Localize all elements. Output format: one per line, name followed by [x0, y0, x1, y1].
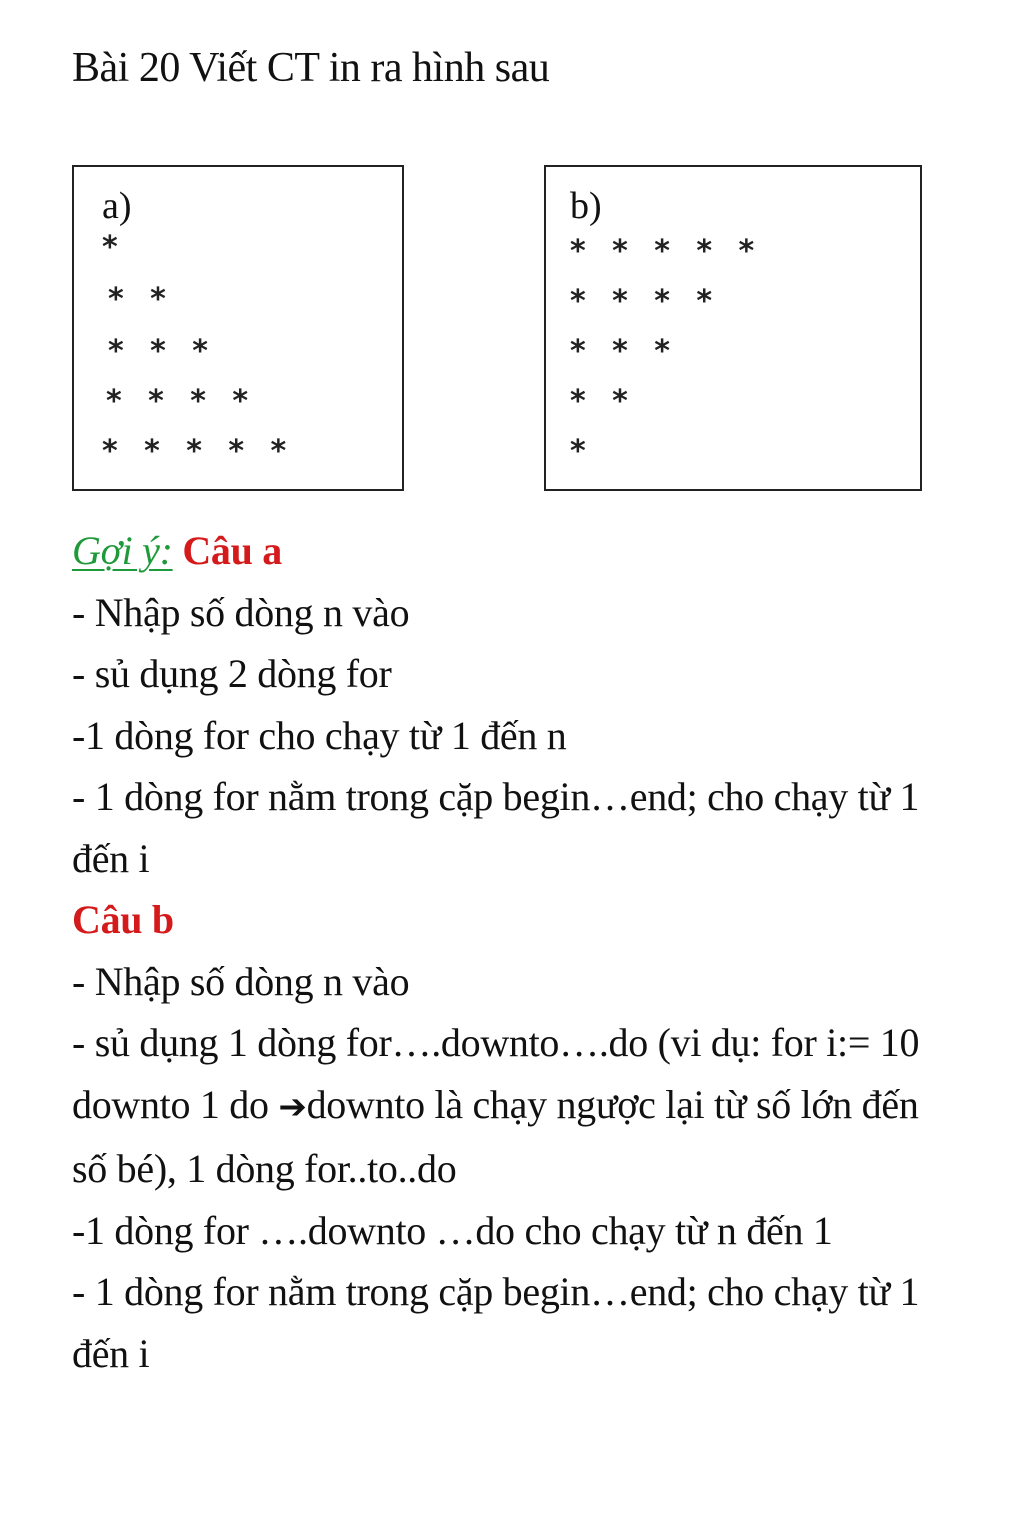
- cau-a-line-3: -1 dòng for cho chạy từ 1 đến n: [72, 712, 567, 758]
- figure-a-row-4: * * * *: [106, 384, 257, 419]
- cau-b-heading: Câu b: [72, 897, 174, 942]
- figure-b-row-5: *: [570, 434, 594, 469]
- figure-a-row-3: * * *: [108, 334, 216, 369]
- cau-b-line-1: - Nhập số dòng n vào: [72, 958, 410, 1004]
- cau-a-heading: Câu a: [172, 528, 282, 573]
- figure-b-row-3: * * *: [570, 334, 678, 369]
- right-arrow-icon: ➔: [278, 1086, 307, 1127]
- figure-b-label: b): [570, 185, 602, 227]
- hint-heading-b: [72, 889, 952, 951]
- figure-a-label: a): [102, 185, 132, 227]
- hint-section: [72, 520, 952, 1384]
- cau-a-line-1: - Nhập số dòng n vào: [72, 589, 410, 635]
- figure-a-row-5: * * * * *: [102, 434, 295, 469]
- cau-b-line-4: số bé), 1 dòng for..to..do: [72, 1146, 457, 1191]
- cau-b-line-3-end: downto là chạy ngược lại từ số lớn đến: [306, 1081, 919, 1127]
- figure-b-row-1: * * * * *: [570, 234, 763, 269]
- cau-a-line-5: đến i: [72, 835, 150, 881]
- goi-y-label: Gợi ý:: [72, 528, 173, 573]
- cau-a-line-4: - 1 dòng for nằm trong cặp begin…end; cho chạy từ 1: [72, 774, 920, 819]
- figure-a-box: [72, 165, 404, 491]
- cau-b-line-6: - 1 dòng for nằm trong cặp begin…end; cho chạy từ 1: [72, 1269, 920, 1314]
- hint-heading-a: [72, 520, 952, 582]
- figure-b-box: [544, 165, 922, 491]
- figure-b-row-2: * * * *: [570, 284, 721, 319]
- cau-b-line-5: -1 dòng for ….downto …do cho chạy từ n đến 1: [72, 1207, 833, 1253]
- figure-a-row-1: *: [102, 230, 126, 265]
- cau-b-line-3: [72, 1074, 952, 1139]
- figure-b-row-4: * *: [570, 384, 636, 419]
- figure-a-row-2: * *: [108, 282, 174, 317]
- cau-a-line-2: - sủ dụng 2 dòng for: [72, 651, 392, 696]
- cau-b-line-3-start: downto 1 do: [72, 1081, 279, 1127]
- cau-b-line-2: - sủ dụng 1 dòng for….downto….do (vi dụ: for i:= 10: [72, 1020, 920, 1065]
- exercise-title: Bài 20 Viết CT in ra hình sau: [72, 45, 550, 91]
- cau-b-line-7: đến i: [72, 1330, 150, 1376]
